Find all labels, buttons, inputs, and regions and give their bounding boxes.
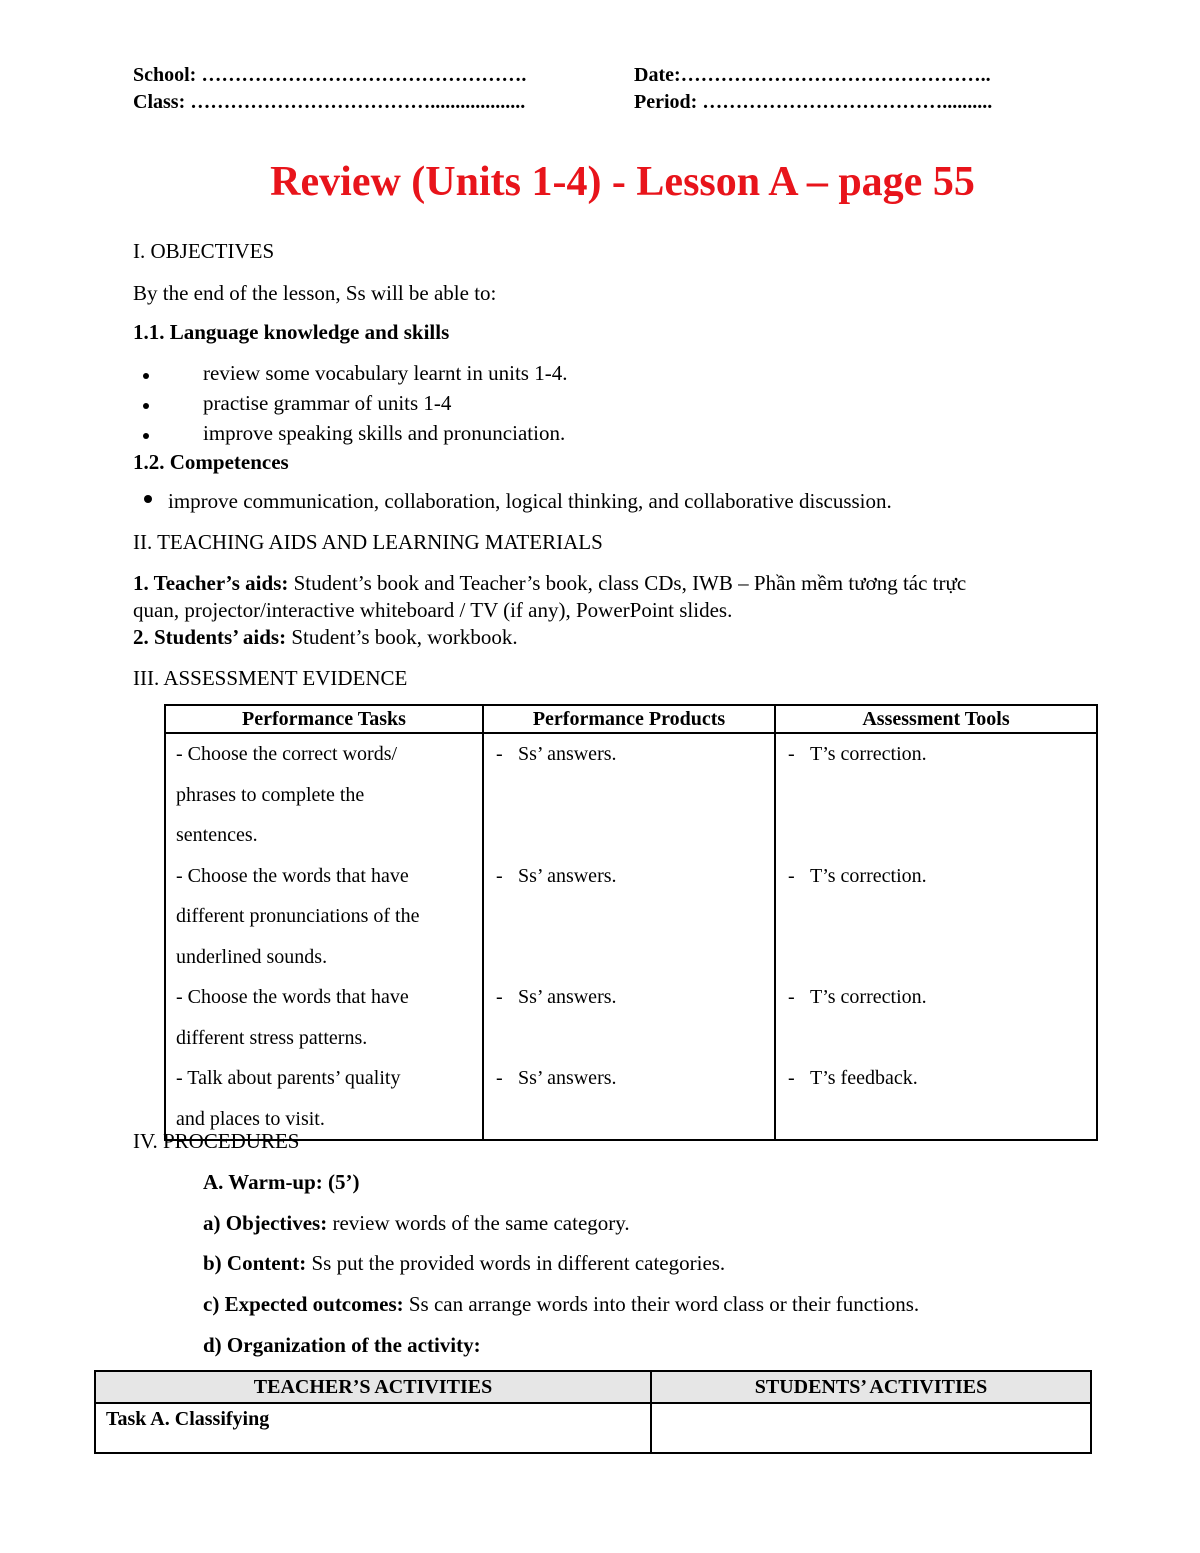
performance-product bbox=[483, 733, 775, 856]
school-field: School: …………………………………………. bbox=[133, 64, 527, 86]
procedures-heading: IV. PROCEDURES bbox=[133, 1129, 300, 1153]
assessment-heading: III. ASSESSMENT EVIDENCE bbox=[133, 666, 408, 690]
task-line: different stress patterns. bbox=[176, 1026, 368, 1049]
objectives-label: a) Objectives: bbox=[203, 1211, 328, 1235]
dash-marker: - bbox=[496, 864, 503, 887]
assessment-tool bbox=[775, 856, 1097, 978]
dash-marker: - bbox=[496, 743, 503, 765]
performance-task bbox=[165, 856, 483, 978]
task-line: - Talk about parents’ quality bbox=[176, 1067, 401, 1089]
dash-marker: - bbox=[788, 743, 795, 765]
page-title: Review (Units 1-4) - Lesson A – page 55 bbox=[270, 159, 975, 205]
product-text: Ss’ answers. bbox=[518, 864, 617, 887]
column-header: TEACHER’S ACTIVITIES bbox=[95, 1371, 651, 1403]
assessment-table bbox=[164, 704, 1098, 1141]
performance-task bbox=[165, 1058, 483, 1140]
assessment-header-row bbox=[165, 705, 1097, 733]
performance-task bbox=[165, 733, 483, 856]
objectives-heading: I. OBJECTIVES bbox=[133, 239, 275, 263]
organization-heading: d) Organization of the activity: bbox=[203, 1333, 481, 1357]
content-label: b) Content: bbox=[203, 1251, 307, 1275]
competences-heading: 1.2. Competences bbox=[133, 450, 289, 474]
column-header: Performance Tasks bbox=[165, 705, 483, 733]
dash-marker: - bbox=[788, 1067, 795, 1089]
student-activity-cell bbox=[651, 1403, 1091, 1453]
outcomes-label: c) Expected outcomes: bbox=[203, 1292, 404, 1316]
student-aids bbox=[133, 625, 518, 650]
tool-text: T’s correction. bbox=[810, 743, 927, 765]
objective-item: review some vocabulary learnt in units 1-4. bbox=[203, 361, 568, 385]
teacher-aids-line2: quan, projector/interactive whiteboard / TV (if any), PowerPoint slides. bbox=[133, 598, 733, 622]
column-header: Performance Products bbox=[483, 705, 775, 733]
dash-marker: - bbox=[496, 1067, 503, 1089]
table-row bbox=[95, 1403, 1091, 1453]
activities-header-row bbox=[95, 1371, 1091, 1403]
performance-product bbox=[483, 1058, 775, 1140]
table-row bbox=[165, 1058, 1097, 1140]
task-line: - Choose the words that have bbox=[176, 864, 409, 887]
product-text: Ss’ answers. bbox=[518, 1067, 617, 1089]
bullet-icon bbox=[143, 433, 149, 439]
teacher-aids-text: Student’s book and Teacher’s book, class CDs, IWB – Phần mềm tương tác trực bbox=[288, 571, 967, 595]
activities-table bbox=[94, 1370, 1092, 1454]
performance-task bbox=[165, 977, 483, 1058]
materials-heading: II. TEACHING AIDS AND LEARNING MATERIALS bbox=[133, 530, 603, 554]
teacher-aids bbox=[133, 571, 966, 596]
table-row bbox=[165, 977, 1097, 1058]
product-text: Ss’ answers. bbox=[518, 986, 617, 1008]
assessment-tool bbox=[775, 1058, 1097, 1140]
task-line: - Choose the words that have bbox=[176, 986, 409, 1008]
performance-product bbox=[483, 977, 775, 1058]
warmup-heading: A. Warm-up: (5’) bbox=[203, 1170, 360, 1194]
table-row bbox=[165, 856, 1097, 978]
objectives-text: review words of the same category. bbox=[327, 1211, 630, 1235]
dash-marker: - bbox=[788, 864, 795, 887]
performance-product bbox=[483, 856, 775, 978]
bullet-icon bbox=[144, 495, 152, 503]
task-line: and places to visit. bbox=[176, 1107, 325, 1130]
content-text: Ss put the provided words in different categories. bbox=[306, 1251, 726, 1275]
table-row bbox=[165, 733, 1097, 856]
task-line: sentences. bbox=[176, 824, 258, 846]
class-field: Class: ………………………………................... bbox=[133, 91, 526, 113]
warmup-objectives bbox=[203, 1211, 630, 1236]
task-line: phrases to complete the bbox=[176, 783, 365, 806]
dash-marker: - bbox=[496, 986, 503, 1008]
date-field: Date:……………………………………….. bbox=[634, 64, 991, 86]
task-line: - Choose the correct words/ bbox=[176, 743, 398, 765]
objectives-intro: By the end of the lesson, Ss will be able to: bbox=[133, 281, 497, 305]
warmup-outcomes bbox=[203, 1292, 919, 1317]
objective-item: practise grammar of units 1-4 bbox=[203, 391, 452, 415]
student-aids-label: 2. Students’ aids: bbox=[133, 625, 287, 649]
language-knowledge-heading: 1.1. Language knowledge and skills bbox=[133, 320, 450, 344]
assessment-tool bbox=[775, 977, 1097, 1058]
assessment-tool bbox=[775, 733, 1097, 856]
bullet-icon bbox=[143, 403, 149, 409]
bullet-icon bbox=[143, 373, 149, 379]
tool-text: T’s correction. bbox=[810, 986, 927, 1008]
tool-text: T’s feedback. bbox=[810, 1067, 918, 1089]
dash-marker: - bbox=[788, 986, 795, 1008]
student-aids-text: Student’s book, workbook. bbox=[286, 625, 518, 649]
outcomes-text: Ss can arrange words into their word class or their functions. bbox=[403, 1292, 920, 1316]
teacher-aids-label: 1. Teacher’s aids: bbox=[133, 571, 289, 595]
teacher-activity-cell: Task A. Classifying bbox=[95, 1403, 651, 1453]
product-text: Ss’ answers. bbox=[518, 743, 617, 765]
warmup-content bbox=[203, 1251, 725, 1276]
competence-item: improve communication, collaboration, logical thinking, and collaborative discussion. bbox=[168, 489, 892, 513]
tool-text: T’s correction. bbox=[810, 864, 927, 887]
task-line: different pronunciations of the bbox=[176, 905, 420, 927]
objective-item: improve speaking skills and pronunciation. bbox=[203, 421, 566, 445]
column-header: Assessment Tools bbox=[775, 705, 1097, 733]
column-header: STUDENTS’ ACTIVITIES bbox=[651, 1371, 1091, 1403]
period-field: Period: ……………………………….......... bbox=[634, 91, 993, 113]
task-line: underlined sounds. bbox=[176, 945, 328, 968]
